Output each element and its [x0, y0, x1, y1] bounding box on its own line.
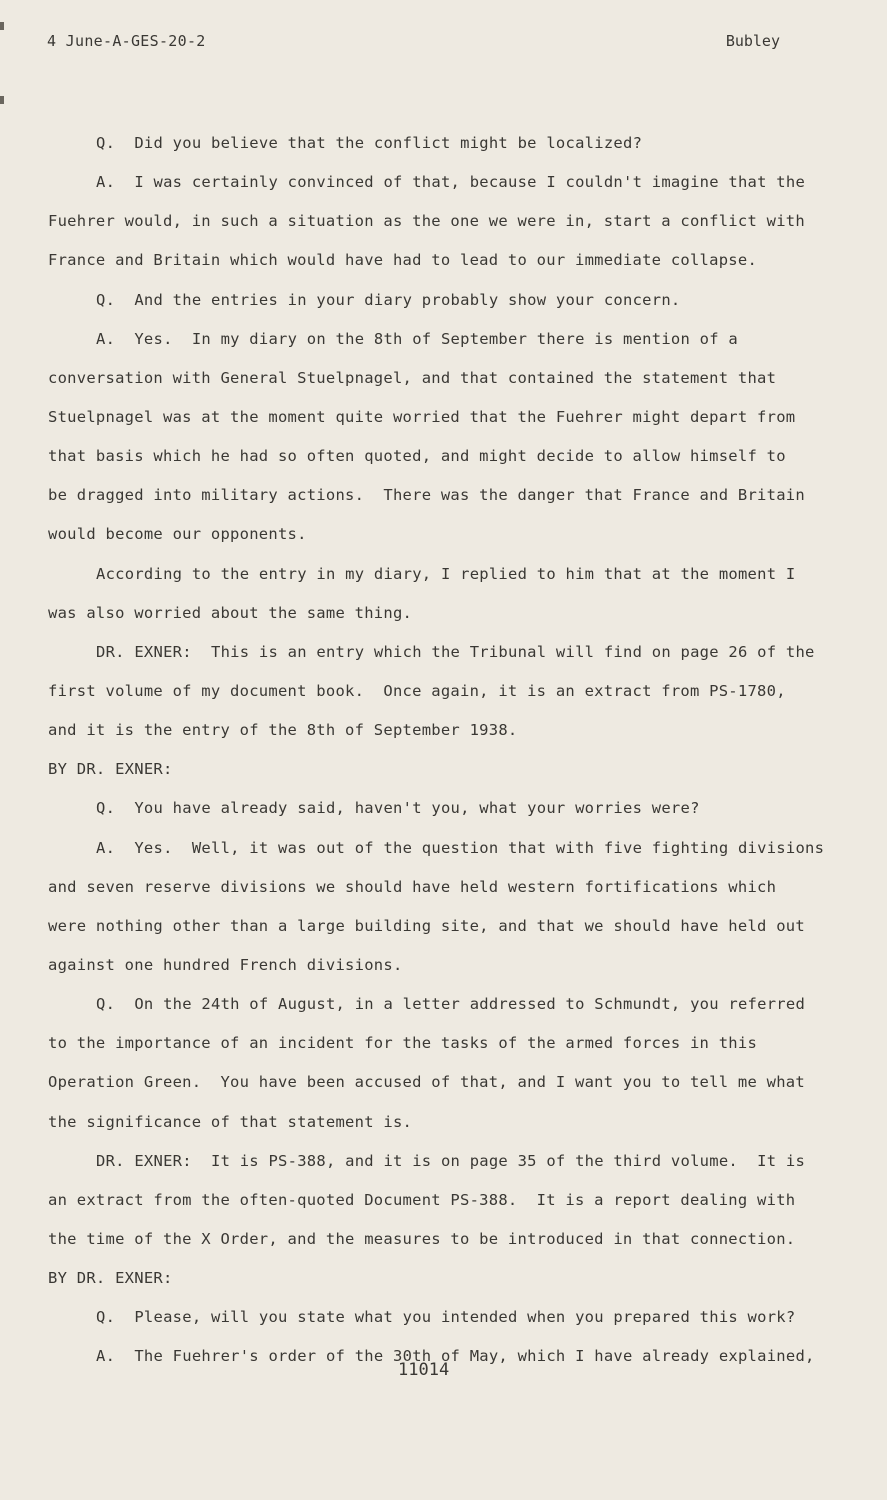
transcript-line: Stuelpnagel was at the moment quite worried that the Fuehrer might depart from [48, 407, 796, 426]
transcript-line: and seven reserve divisions we should have held western fortifications which [48, 877, 777, 896]
transcript-line: Fuehrer would, in such a situation as the one we were in, start a conflict with [48, 212, 805, 231]
page-number: 11014 [398, 1360, 450, 1380]
edge-mark [0, 22, 4, 30]
transcript-line: were nothing other than a large building site, and that we should have held out [48, 916, 805, 935]
transcript-line: DR. EXNER: This is an entry which the Tribunal will find on page 26 of the [96, 642, 815, 661]
transcript-line: France and Britain which would have had to lead to our immediate collapse. [48, 251, 758, 270]
transcript-line: Q. You have already said, haven't you, what your worries were? [96, 799, 700, 818]
transcript-line: Q. And the entries in your diary probably show your concern. [96, 290, 681, 309]
transcript-line: an extract from the often-quoted Document PS-388. It is a report dealing with [48, 1190, 796, 1209]
transcript-line: conversation with General Stuelpnagel, and that contained the statement that [48, 368, 777, 387]
transcript-line: the significance of that statement is. [48, 1112, 413, 1131]
transcript-line: A. The Fuehrer's order of the 30th of May, which I have already explained, [96, 1347, 815, 1366]
transcript-line: A. Yes. Well, it was out of the question that with five fighting divisions [96, 838, 825, 857]
transcript-line: the time of the X Order, and the measures to be introduced in that connection. [48, 1229, 796, 1248]
header-reference: 4 June-A-GES-20-2 [47, 32, 206, 50]
transcript-body [48, 124, 838, 1377]
transcript-line: BY DR. EXNER: [48, 760, 173, 779]
transcript-line: be dragged into military actions. There was the danger that France and Britain [48, 486, 805, 505]
transcript-line: Q. Please, will you state what you intended when you prepared this work? [96, 1308, 796, 1327]
transcript-line: first volume of my document book. Once again, it is an extract from PS-1780, [48, 681, 786, 700]
header-name: Bubley [725, 32, 780, 50]
transcript-line: DR. EXNER: It is PS-388, and it is on page 35 of the third volume. It is [96, 1151, 806, 1170]
transcript-line: A. I was certainly convinced of that, because I couldn't imagine that the [96, 173, 806, 192]
transcript-line: According to the entry in my diary, I replied to him that at the moment I [96, 564, 796, 583]
transcript-line: against one hundred French divisions. [48, 955, 403, 974]
transcript-line: Q. Did you believe that the conflict might be localized? [96, 134, 643, 152]
transcript-line: that basis which he had so often quoted, and might decide to allow himself to [48, 447, 786, 466]
transcript-line: Q. On the 24th of August, in a letter addressed to Schmundt, you referred [96, 995, 806, 1014]
transcript-line: Operation Green. You have been accused of that, and I want you to tell me what [48, 1073, 805, 1092]
edge-mark [0, 96, 4, 104]
transcript-line: was also worried about the same thing. [48, 603, 413, 622]
transcript-line: and it is the entry of the 8th of September 1938. [48, 721, 518, 740]
transcript-line: would become our opponents. [48, 525, 307, 544]
transcript-line: A. Yes. In my diary on the 8th of September there is mention of a [96, 329, 738, 348]
transcript-line: BY DR. EXNER: [48, 1269, 173, 1288]
transcript-line: to the importance of an incident for the tasks of the armed forces in this [48, 1034, 758, 1053]
